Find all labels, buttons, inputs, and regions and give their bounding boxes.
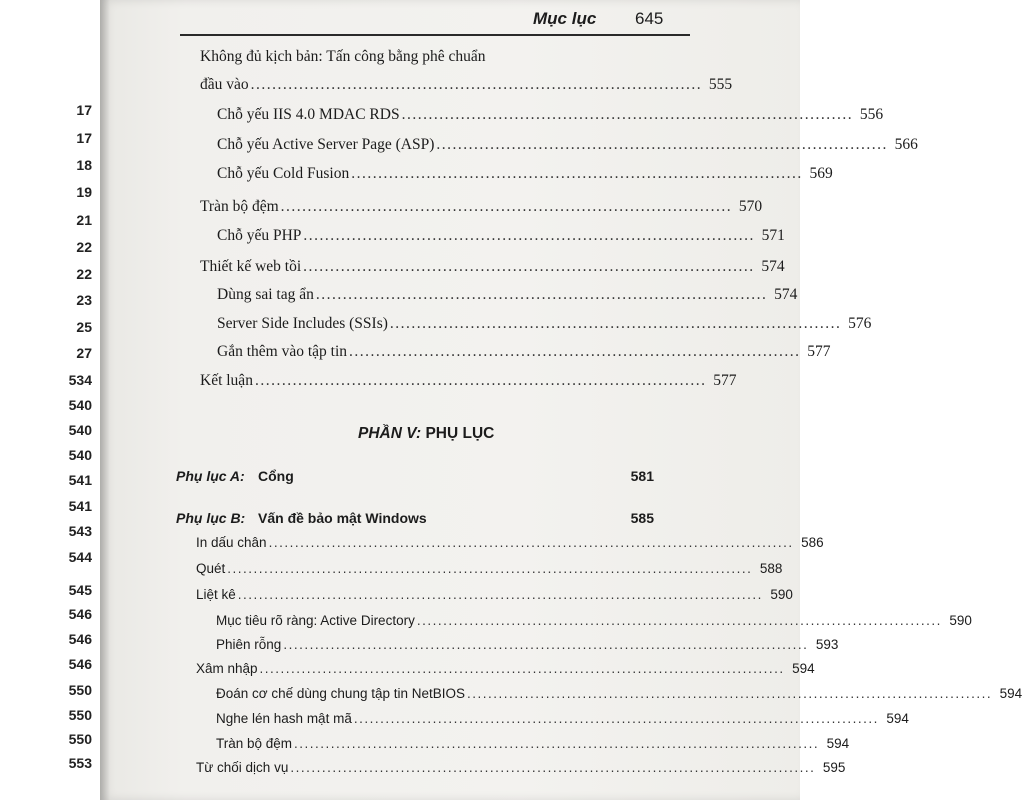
- toc-entry-page: 593: [815, 637, 839, 652]
- toc-entry-page: 574: [774, 286, 798, 303]
- dot-leader: ....................................................................................................: [227, 561, 753, 576]
- left-page-number: 17: [76, 130, 92, 146]
- dot-leader: ....................................................................................: [401, 106, 854, 123]
- toc-entry-title: Từ chối dịch vụ: [196, 760, 289, 775]
- spine-shadow: [100, 0, 110, 800]
- toc-entry: [196, 587, 793, 609]
- toc-entry: [216, 686, 1022, 708]
- toc-entry-page: 595: [822, 760, 846, 775]
- toc-entry-title: Chỗ yếu Cold Fusion: [217, 165, 350, 182]
- toc-entry: [200, 76, 733, 98]
- toc-entry-title: Chỗ yếu IIS 4.0 MDAC RDS: [217, 106, 400, 123]
- left-page-number: 545: [68, 582, 92, 598]
- toc-entry-title: In dấu chân: [196, 535, 267, 550]
- toc-entry: [217, 106, 884, 128]
- header-rule: [180, 34, 690, 36]
- toc-entry-page: 566: [894, 136, 918, 153]
- left-page-number: 25: [76, 319, 92, 335]
- toc-entry: [216, 613, 972, 635]
- left-page-number: 21: [76, 212, 92, 228]
- left-page-number: 550: [68, 707, 92, 723]
- dot-leader: ....................................................................................................: [467, 686, 993, 701]
- dot-leader: ....................................................................................: [436, 136, 888, 153]
- toc-entry-title: Liệt kê: [196, 587, 236, 602]
- left-page-number: 17: [76, 102, 92, 118]
- left-page-number: 546: [68, 606, 92, 622]
- toc-entry-page: 590: [949, 613, 972, 628]
- toc-entry-title: Server Side Includes (SSIs): [217, 315, 388, 332]
- toc-entry-page: 570: [738, 198, 763, 215]
- toc-entry: [196, 561, 783, 583]
- toc-entry-title: Thiết kế web tồi: [200, 258, 302, 275]
- toc-entry-title: Tràn bộ đệm: [216, 736, 293, 751]
- toc-entry-title: Dùng sai tag ẩn: [217, 286, 314, 303]
- toc-entry: [216, 736, 850, 758]
- toc-entry-page: 594: [886, 711, 909, 726]
- part-name: PHỤ LỤC: [425, 425, 495, 442]
- toc-entry-page: 556: [859, 106, 884, 123]
- left-page-number: 546: [68, 631, 92, 647]
- toc-entry: [196, 661, 815, 683]
- dot-leader: ....................................................................................................: [294, 736, 820, 751]
- appendix-title: Cổng: [258, 468, 294, 484]
- toc-entry: [200, 372, 737, 394]
- left-page-number: 553: [68, 755, 92, 771]
- dot-leader: ....................................................................................: [303, 227, 755, 244]
- toc-entry-page: 594: [826, 736, 850, 751]
- appendix-title: Vấn đề bảo mật Windows: [258, 510, 427, 526]
- toc-entry: [200, 258, 785, 280]
- toc-entry-title: Chỗ yếu Active Server Page (ASP): [217, 136, 435, 153]
- toc-entry: [196, 535, 824, 557]
- dot-leader: ....................................................................................................: [283, 637, 809, 652]
- left-page-number: 541: [68, 498, 92, 514]
- toc-entry-page: 588: [759, 561, 783, 576]
- toc-entry-page: 594: [792, 661, 815, 676]
- toc-entry: [216, 711, 909, 733]
- toc-entry-title: Chỗ yếu PHP: [217, 227, 302, 244]
- left-page-number: 540: [68, 422, 92, 438]
- dot-leader: ....................................................................................................: [353, 711, 879, 726]
- previous-page-margin: [0, 0, 100, 800]
- dot-leader: ....................................................................................................: [416, 613, 942, 628]
- toc-entry: [217, 286, 798, 308]
- left-page-number: 18: [76, 157, 92, 173]
- dot-leader: ....................................................................................................: [290, 760, 816, 775]
- dot-leader: ....................................................................................................: [237, 587, 763, 602]
- toc-entry-page: 576: [848, 315, 872, 332]
- dot-leader: ....................................................................................: [349, 343, 801, 360]
- toc-entry-page: 571: [761, 227, 785, 244]
- part-prefix: PHẦN V:: [358, 425, 422, 442]
- left-page-number: 546: [68, 656, 92, 672]
- toc-entry: [217, 227, 785, 249]
- left-page-number: 27: [76, 345, 92, 361]
- running-header-page-number: 645: [635, 9, 664, 28]
- appendix-page: 581: [630, 468, 654, 484]
- left-page-number: 544: [68, 549, 92, 565]
- toc-entry-page: 569: [809, 165, 833, 182]
- dot-leader: ....................................................................................: [303, 258, 755, 275]
- dot-leader: ....................................................................................: [250, 76, 703, 93]
- appendix-label: Phụ lục B:: [176, 510, 246, 526]
- part-heading: [358, 425, 494, 443]
- toc-entry: [217, 136, 918, 158]
- toc-entry-title: Đoán cơ chế dùng chung tập tin NetBIOS: [216, 686, 466, 701]
- toc-entry-title: Kết luận: [200, 372, 253, 389]
- left-page-number: 550: [68, 682, 92, 698]
- toc-entry: [217, 165, 833, 187]
- dot-leader: ....................................................................................................: [259, 661, 785, 676]
- left-page-number: 22: [76, 266, 92, 282]
- toc-entry: [200, 198, 763, 220]
- appendix-page: 585: [630, 510, 654, 526]
- dot-leader: ....................................................................................: [389, 315, 842, 332]
- appendix-a-entry: [176, 468, 654, 484]
- left-page-number: 550: [68, 731, 92, 747]
- toc-entry: [217, 343, 831, 365]
- toc-entry: [196, 760, 846, 782]
- dot-leader: ....................................................................................................: [268, 535, 794, 550]
- toc-entry-title: Phiên rỗng: [216, 637, 282, 652]
- toc-entry-page: 594: [999, 686, 1022, 701]
- left-page-number: 22: [76, 239, 92, 255]
- left-page-number: 540: [68, 397, 92, 413]
- appendix-b-entry: [176, 510, 654, 526]
- toc-entry-title-line1: Không đủ kịch bản: Tấn công bằng phê chuẩn: [200, 48, 486, 65]
- left-page-number: 543: [68, 523, 92, 539]
- toc-entry-page: 590: [770, 587, 793, 602]
- toc-entry-title: Xâm nhập: [196, 661, 258, 676]
- dot-leader: ....................................................................................: [315, 286, 768, 303]
- appendix-label: Phụ lục A:: [176, 468, 245, 484]
- left-page-number: 540: [68, 447, 92, 463]
- dot-leader: ....................................................................................: [351, 165, 803, 182]
- left-page-number: 19: [76, 184, 92, 200]
- toc-entry-page: 577: [713, 372, 737, 389]
- toc-entry-title: Mục tiêu rõ ràng: Active Directory: [216, 613, 415, 628]
- toc-entry-page: 574: [761, 258, 785, 275]
- toc-entry-page: 586: [801, 535, 824, 550]
- toc-entry-page: 555: [708, 76, 733, 93]
- left-page-number: 23: [76, 292, 92, 308]
- left-page-number: 541: [68, 472, 92, 488]
- toc-entry-page: 577: [807, 343, 831, 360]
- toc-entry-title: Tràn bộ đệm: [200, 198, 279, 215]
- toc-entry-title: Gắn thêm vào tập tin: [217, 343, 347, 360]
- toc-page: [100, 0, 1022, 800]
- dot-leader: ....................................................................................: [280, 198, 733, 215]
- left-page-number: 534: [68, 372, 92, 388]
- dot-leader: ....................................................................................: [254, 372, 707, 389]
- toc-entry: [216, 637, 839, 659]
- running-header-title: Mục lục: [533, 9, 597, 28]
- toc-entry-title: Nghe lén hash mật mã: [216, 711, 352, 726]
- toc-entry-title: Quét: [196, 561, 226, 576]
- toc-entry: [217, 315, 872, 337]
- toc-entry-title: đầu vào: [200, 76, 249, 93]
